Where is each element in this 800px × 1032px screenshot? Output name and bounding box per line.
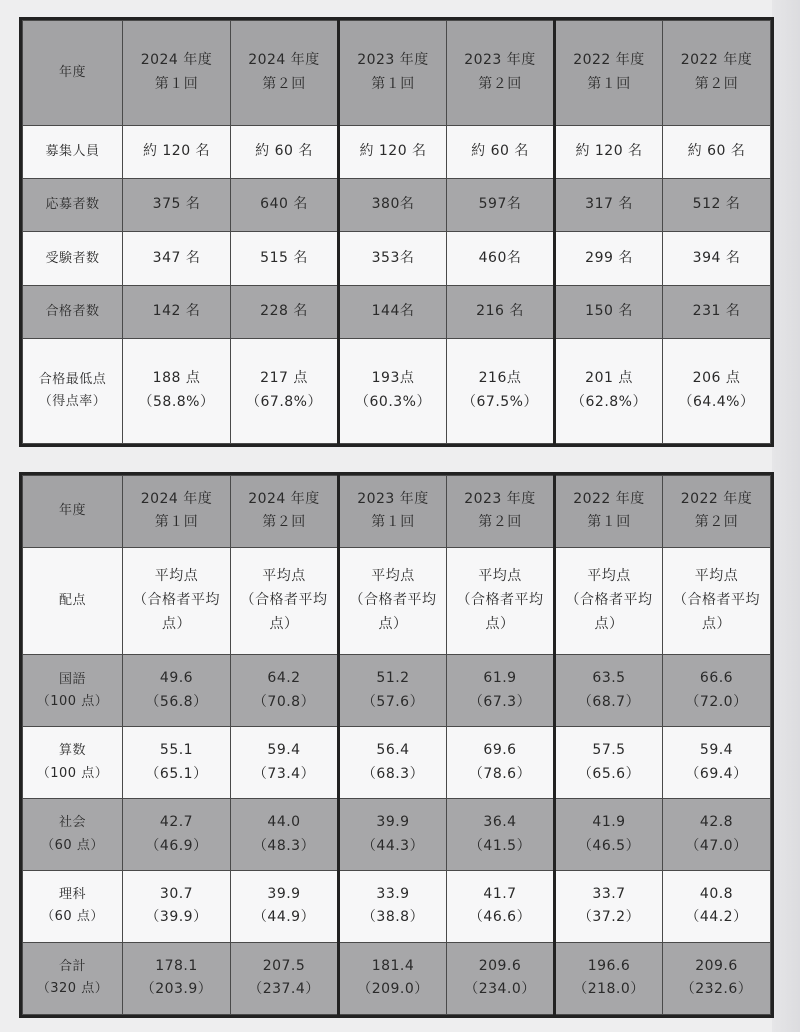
data-cell — [339, 285, 447, 338]
data-cell — [231, 285, 339, 338]
row-label — [23, 799, 123, 871]
cell-text: 第２回 — [262, 514, 306, 531]
cell-text: 216点 — [478, 370, 522, 387]
row-label — [23, 179, 123, 232]
cell-text: （47.0） — [685, 837, 748, 854]
cell-text: 2022 年度 — [680, 490, 753, 507]
row-label — [23, 339, 123, 444]
cell-text: （60 点） — [41, 909, 104, 925]
cell-text: （232.6） — [680, 981, 753, 998]
cell-text: 第１回 — [371, 75, 415, 92]
average-scores-body — [23, 476, 771, 1015]
cell-text: 41.7 — [483, 885, 517, 902]
cell-text: 応募者数 — [45, 197, 100, 213]
data-cell — [663, 655, 771, 727]
cell-text: （100 点） — [36, 693, 109, 709]
data-cell — [555, 655, 663, 727]
cell-text: 第２回 — [694, 75, 739, 92]
data-cell — [339, 547, 447, 654]
cell-text: 196.6 — [587, 957, 631, 974]
header-cell — [123, 21, 231, 126]
data-cell — [447, 547, 555, 654]
data-cell — [447, 727, 555, 799]
cell-text: （237.4） — [248, 981, 320, 998]
cell-text: 228 名 — [260, 303, 308, 320]
cell-text: （41.5） — [468, 837, 532, 854]
cell-text: （56.8） — [145, 693, 208, 710]
data-cell — [339, 727, 447, 799]
cell-text: 2023 年度 — [357, 490, 429, 507]
cell-text: 算数 — [58, 743, 86, 759]
table-row — [23, 655, 771, 727]
header-label — [23, 476, 123, 548]
cell-text: 2024 年度 — [140, 52, 213, 69]
cell-text: （44.9） — [252, 909, 316, 926]
cell-text: 平均点 — [154, 568, 199, 585]
data-cell — [123, 871, 231, 943]
cell-text: 42.7 — [159, 813, 194, 830]
cell-text: 597名 — [478, 196, 522, 213]
data-cell — [447, 655, 555, 727]
cell-text: 63.5 — [592, 669, 626, 686]
data-cell — [663, 727, 771, 799]
cell-text: 347 名 — [152, 249, 201, 266]
header-cell — [555, 476, 663, 548]
cell-text: 40.8 — [699, 885, 734, 902]
table-header-row — [23, 21, 771, 126]
data-cell — [231, 547, 339, 654]
cell-text: （73.4） — [252, 765, 316, 782]
cell-text: 社会 — [58, 815, 86, 831]
row-label — [23, 942, 123, 1014]
cell-text: （67.5%） — [462, 394, 538, 411]
cell-text: （218.0） — [573, 981, 645, 998]
data-cell — [123, 179, 231, 232]
data-cell — [555, 727, 663, 799]
row-label — [23, 547, 123, 654]
cell-text: 42.8 — [699, 813, 734, 830]
cell-text: 39.9 — [376, 813, 410, 830]
cell-text: 317 名 — [585, 196, 633, 213]
table-row — [23, 547, 771, 654]
data-cell — [231, 799, 339, 871]
header-cell — [663, 21, 771, 126]
cell-text: （48.3） — [252, 837, 316, 854]
cell-text: 平均点 — [371, 568, 415, 585]
header-cell — [123, 476, 231, 548]
cell-text: 56.4 — [376, 741, 410, 758]
cell-text: （合格者平均点） — [673, 592, 760, 632]
cell-text: （46.5） — [577, 837, 641, 854]
cell-text: 平均点 — [478, 568, 522, 585]
data-cell — [339, 871, 447, 943]
header-cell — [447, 21, 555, 126]
data-cell — [663, 871, 771, 943]
data-cell — [339, 339, 447, 444]
cell-text: （57.6） — [361, 693, 425, 710]
cell-text: （234.0） — [464, 981, 536, 998]
table-row — [23, 285, 771, 338]
cell-text: 394 名 — [692, 249, 741, 266]
cell-text: （44.3） — [361, 837, 425, 854]
cell-text: 142 名 — [152, 303, 201, 320]
cell-text: 合格者数 — [45, 304, 100, 320]
cell-text: 188 点 — [152, 370, 201, 387]
data-cell — [231, 871, 339, 943]
data-cell — [339, 655, 447, 727]
cell-text: （64.4%） — [678, 394, 755, 411]
cell-text: 30.7 — [159, 885, 194, 902]
data-cell — [231, 125, 339, 178]
cell-text: 平均点 — [587, 568, 631, 585]
cell-text: 209.6 — [478, 957, 522, 974]
data-cell — [447, 232, 555, 285]
cell-text: 460名 — [478, 249, 522, 266]
data-cell — [123, 547, 231, 654]
data-cell — [447, 339, 555, 444]
cell-text: （209.0） — [357, 981, 429, 998]
cell-text: （65.6） — [577, 765, 641, 782]
cell-text: 33.7 — [592, 885, 626, 902]
cell-text: 約 60 名 — [687, 142, 746, 159]
data-cell — [231, 232, 339, 285]
table-row — [23, 942, 771, 1014]
data-cell — [123, 799, 231, 871]
cell-text: 44.0 — [267, 813, 301, 830]
cell-text: 第２回 — [478, 514, 522, 531]
cell-text: （68.7） — [577, 693, 641, 710]
header-label-text: 年度 — [58, 64, 86, 80]
data-cell — [555, 232, 663, 285]
cell-text: 515 名 — [260, 249, 308, 266]
cell-text: 231 名 — [692, 303, 741, 320]
table-header-row — [23, 476, 771, 548]
data-cell — [663, 179, 771, 232]
data-cell — [123, 727, 231, 799]
cell-text: 2024 年度 — [248, 490, 320, 507]
data-cell — [555, 285, 663, 338]
cell-text: 第２回 — [262, 75, 306, 92]
cell-text: （得点率） — [38, 394, 107, 410]
cell-text: （60.3%） — [355, 394, 431, 411]
data-cell — [555, 339, 663, 444]
cell-text: 380名 — [371, 196, 415, 213]
cell-text: 理科 — [58, 887, 86, 903]
data-cell — [231, 179, 339, 232]
cell-text: 募集人員 — [45, 143, 100, 159]
data-cell — [231, 339, 339, 444]
data-cell — [447, 125, 555, 178]
cell-text: 193点 — [371, 370, 415, 387]
cell-text: 2022 年度 — [573, 52, 645, 69]
cell-text: 合計 — [58, 959, 86, 975]
cell-text: 64.2 — [267, 669, 301, 686]
cell-text: 206 点 — [692, 370, 741, 387]
cell-text: （44.2） — [685, 909, 748, 926]
cell-text: 第１回 — [587, 514, 631, 531]
cell-text: 512 名 — [692, 196, 741, 213]
data-cell — [663, 339, 771, 444]
data-cell — [663, 799, 771, 871]
cell-text: （78.6） — [468, 765, 532, 782]
cell-text: （合格者平均点） — [456, 592, 544, 632]
table-row — [23, 871, 771, 943]
cell-text: （65.1） — [145, 765, 208, 782]
cell-text: 平均点 — [694, 568, 739, 585]
cell-text: 平均点 — [262, 568, 306, 585]
cell-text: 第１回 — [587, 75, 631, 92]
header-cell — [231, 21, 339, 126]
table-row — [23, 799, 771, 871]
cell-text: （38.8） — [361, 909, 425, 926]
cell-text: 216 名 — [476, 303, 524, 320]
cell-text: 約 120 名 — [575, 142, 643, 159]
cell-text: 2022 年度 — [680, 52, 753, 69]
table-row — [23, 339, 771, 444]
cell-text: 合格最低点 — [38, 372, 107, 388]
row-label — [23, 727, 123, 799]
cell-text: 2023 年度 — [464, 490, 536, 507]
cell-text: 353名 — [371, 249, 415, 266]
cell-text: （58.8%） — [138, 394, 215, 411]
cell-text: 57.5 — [592, 741, 626, 758]
cell-text: 約 120 名 — [359, 142, 427, 159]
cell-text: 第１回 — [371, 514, 415, 531]
data-cell — [231, 655, 339, 727]
cell-text: 約 120 名 — [142, 142, 211, 159]
data-cell — [123, 232, 231, 285]
header-cell — [663, 476, 771, 548]
row-label — [23, 232, 123, 285]
cell-text: 150 名 — [585, 303, 633, 320]
cell-text: （320 点） — [36, 981, 109, 997]
cell-text: 181.4 — [371, 957, 415, 974]
cell-text: 207.5 — [262, 957, 306, 974]
data-cell — [663, 942, 771, 1014]
data-cell — [339, 232, 447, 285]
admission-results-body — [23, 21, 771, 444]
cell-text: 2024 年度 — [140, 490, 213, 507]
cell-text: 2024 年度 — [248, 52, 320, 69]
cell-text: 55.1 — [159, 741, 194, 758]
data-cell — [339, 942, 447, 1014]
data-cell — [555, 179, 663, 232]
header-cell — [339, 476, 447, 548]
cell-text: （100 点） — [36, 765, 109, 781]
data-cell — [447, 799, 555, 871]
data-cell — [231, 942, 339, 1014]
cell-text: 59.4 — [699, 741, 734, 758]
cell-text: （合格者平均点） — [349, 592, 437, 632]
cell-text: （69.4） — [685, 765, 748, 782]
data-cell — [231, 727, 339, 799]
header-cell — [447, 476, 555, 548]
cell-text: 第２回 — [694, 514, 739, 531]
cell-text: 375 名 — [152, 196, 201, 213]
cell-text: 約 60 名 — [471, 142, 529, 159]
cell-text: （67.8%） — [246, 394, 322, 411]
cell-text: 209.6 — [695, 957, 738, 974]
table-row — [23, 232, 771, 285]
data-cell — [123, 942, 231, 1014]
data-cell — [555, 942, 663, 1014]
header-label-text: 年度 — [58, 503, 86, 519]
cell-text: 2023 年度 — [464, 52, 536, 69]
cell-text: （合格者平均点） — [133, 592, 220, 632]
data-cell — [339, 125, 447, 178]
header-cell — [555, 21, 663, 126]
cell-text: 受験者数 — [45, 250, 100, 266]
data-cell — [663, 285, 771, 338]
cell-text: （37.2） — [577, 909, 641, 926]
cell-text: （合格者平均点） — [240, 592, 328, 632]
data-cell — [123, 125, 231, 178]
data-cell — [663, 547, 771, 654]
cell-text: （合格者平均点） — [565, 592, 653, 632]
cell-text: 178.1 — [155, 957, 198, 974]
cell-text: 217 点 — [260, 370, 308, 387]
row-label — [23, 871, 123, 943]
row-label — [23, 285, 123, 338]
cell-text: 国語 — [58, 671, 86, 687]
header-cell — [231, 476, 339, 548]
table-row — [23, 727, 771, 799]
data-cell — [447, 179, 555, 232]
data-cell — [555, 547, 663, 654]
page-edge — [772, 0, 800, 1032]
cell-text: 201 点 — [585, 370, 633, 387]
cell-text: 640 名 — [260, 196, 308, 213]
cell-text: 51.2 — [376, 669, 410, 686]
table-row — [23, 179, 771, 232]
average-scores-table — [22, 475, 771, 1015]
row-label — [23, 125, 123, 178]
data-cell — [339, 179, 447, 232]
data-cell — [123, 655, 231, 727]
header-cell — [339, 21, 447, 126]
cell-text: 299 名 — [585, 249, 633, 266]
cell-text: 41.9 — [592, 813, 626, 830]
cell-text: 49.6 — [159, 669, 194, 686]
cell-text: 第１回 — [154, 514, 199, 531]
data-cell — [123, 285, 231, 338]
cell-text: 第１回 — [154, 75, 199, 92]
cell-text: 66.6 — [699, 669, 734, 686]
cell-text: 39.9 — [267, 885, 301, 902]
data-cell — [447, 871, 555, 943]
cell-text: 69.6 — [483, 741, 517, 758]
cell-text: 144名 — [371, 303, 415, 320]
data-cell — [339, 799, 447, 871]
data-cell — [663, 125, 771, 178]
cell-text: （39.9） — [145, 909, 208, 926]
cell-text: 第２回 — [478, 75, 522, 92]
cell-text: 約 60 名 — [255, 142, 313, 159]
cell-text: （68.3） — [361, 765, 425, 782]
cell-text: （70.8） — [252, 693, 316, 710]
data-cell — [555, 871, 663, 943]
cell-text: （67.3） — [468, 693, 532, 710]
cell-text: （46.6） — [468, 909, 532, 926]
cell-text: （203.9） — [140, 981, 213, 998]
data-cell — [555, 125, 663, 178]
cell-text: （72.0） — [685, 693, 748, 710]
table-row — [23, 125, 771, 178]
data-cell — [555, 799, 663, 871]
cell-text: 2022 年度 — [573, 490, 645, 507]
data-cell — [447, 942, 555, 1014]
cell-text: （60 点） — [41, 837, 104, 853]
data-cell — [123, 339, 231, 444]
cell-text: 61.9 — [483, 669, 517, 686]
cell-text: 33.9 — [376, 885, 410, 902]
data-cell — [663, 232, 771, 285]
admission-results-table — [22, 20, 771, 444]
header-label — [23, 21, 123, 126]
cell-text: （46.9） — [145, 837, 208, 854]
row-label — [23, 655, 123, 727]
cell-text: 59.4 — [267, 741, 301, 758]
data-cell — [447, 285, 555, 338]
cell-text: 2023 年度 — [357, 52, 429, 69]
cell-text: 配点 — [58, 593, 86, 608]
cell-text: 36.4 — [483, 813, 517, 830]
cell-text: （62.8%） — [571, 394, 647, 411]
